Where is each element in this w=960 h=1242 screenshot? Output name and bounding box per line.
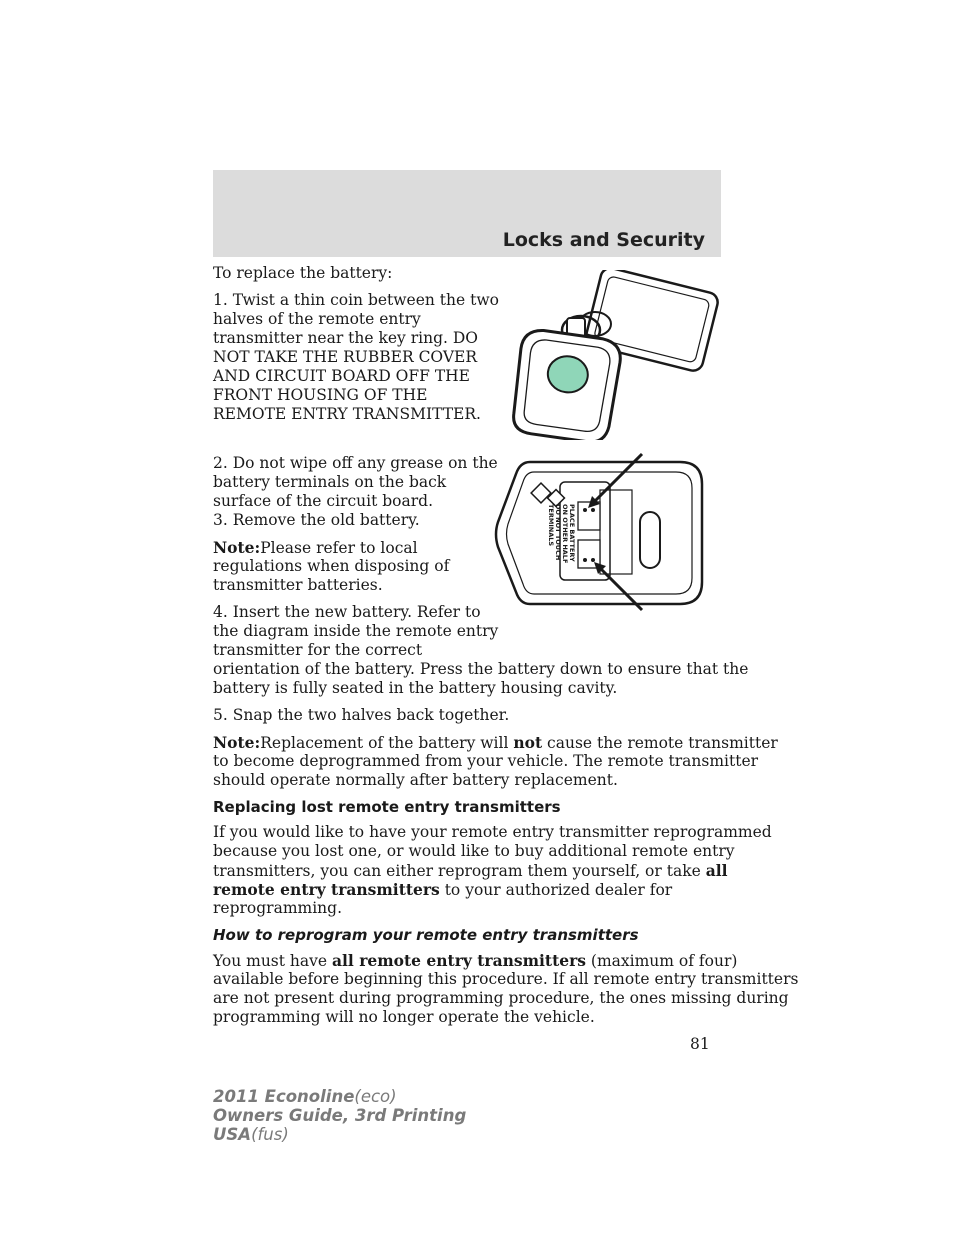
page-number: 81	[690, 1035, 710, 1053]
intro-text: To replace the battery:	[213, 264, 393, 282]
diagram-label-3: DO NOT TOUCH	[554, 504, 562, 561]
section-title: Locks and Security	[502, 229, 705, 251]
key-fob-illustration	[505, 270, 725, 440]
heading-how-to-reprogram: How to reprogram your remote entry transmitters	[213, 926, 639, 944]
step-3: 3. Remove the old battery.	[213, 511, 420, 529]
diagram-label-2: ON OTHER HALF	[561, 504, 569, 564]
step-5: 5. Snap the two halves back together.	[213, 706, 510, 724]
diagram-label-4: TERMINALS	[547, 504, 555, 547]
document-footer: 2011 Econoline(eco) Owners Guide, 3rd Printing USA(fus)	[213, 1087, 467, 1144]
diagram-label-1: PLACE BATTERY	[568, 504, 576, 562]
battery-orientation-diagram	[490, 452, 710, 618]
section-header	[213, 170, 721, 257]
heading-replacing-lost: Replacing lost remote entry transmitters	[213, 798, 561, 816]
